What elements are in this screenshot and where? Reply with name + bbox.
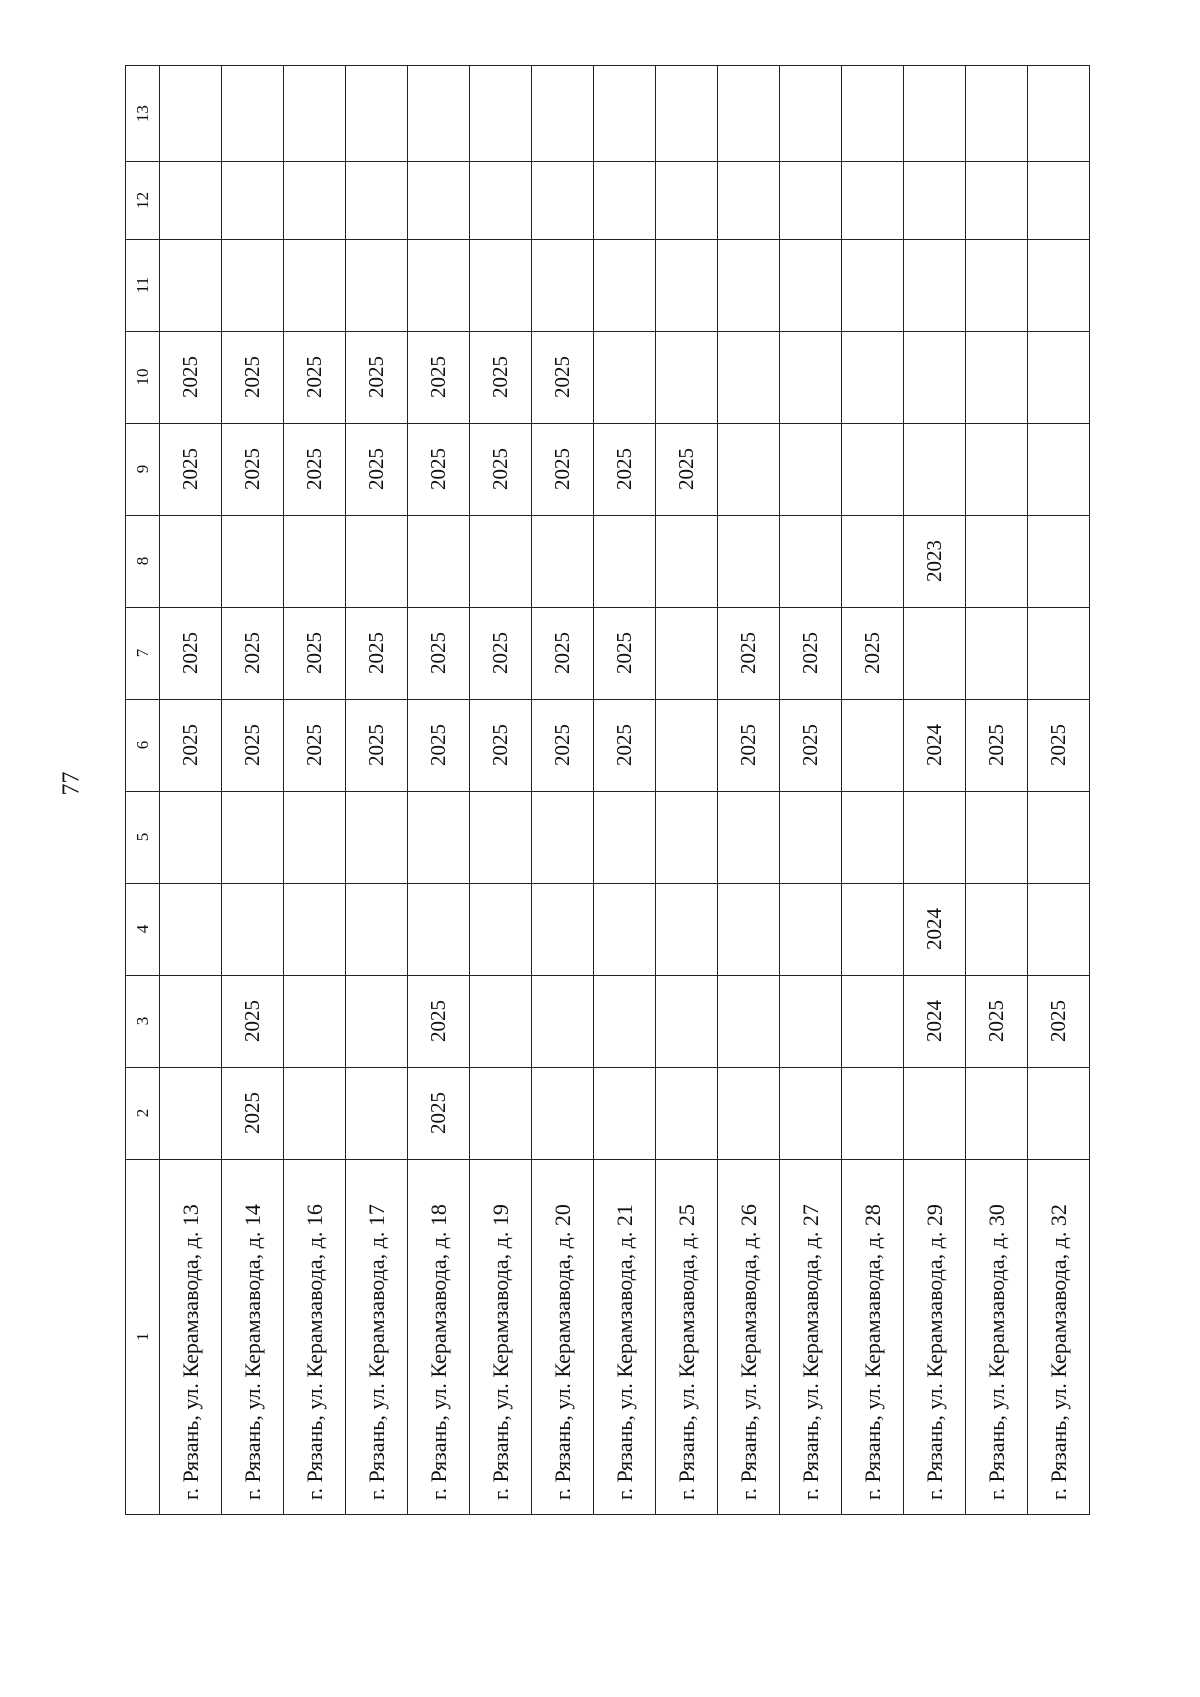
table-row: [222, 66, 284, 1515]
year-cell-col-13: [470, 66, 532, 162]
address-cell: г. Рязань, ул. Керамзавода, д. 13: [160, 1159, 222, 1514]
year-cell-col-8: [1028, 515, 1090, 607]
address-cell: г. Рязань, ул. Керамзавода, д. 16: [284, 1159, 346, 1514]
table-row: [842, 66, 904, 1515]
year-cell-col-9: 2025: [284, 423, 346, 515]
year-cell-col-4: [966, 883, 1028, 975]
year-cell-col-6: 2025: [222, 699, 284, 791]
year-cell-col-2: [656, 1067, 718, 1159]
year-cell-col-4: [1028, 883, 1090, 975]
year-cell-col-3: [718, 975, 780, 1067]
address-cell: г. Рязань, ул. Керамзавода, д. 27: [780, 1159, 842, 1514]
year-cell-col-2: [284, 1067, 346, 1159]
year-cell-col-13: [904, 66, 966, 162]
address-cell: г. Рязань, ул. Керамзавода, д. 20: [532, 1159, 594, 1514]
year-cell-col-3: 2025: [222, 975, 284, 1067]
year-cell-col-10: [966, 331, 1028, 423]
year-cell-col-12: [656, 162, 718, 239]
header-row: [126, 66, 160, 1515]
year-cell-col-13: [718, 66, 780, 162]
year-cell-col-11: [346, 239, 408, 331]
year-cell-col-9: 2025: [532, 423, 594, 515]
year-cell-col-8: 2023: [904, 515, 966, 607]
year-cell-col-3: [842, 975, 904, 1067]
year-cell-col-9: [718, 423, 780, 515]
column-header-13: 13: [126, 66, 160, 162]
table-row: [1028, 66, 1090, 1515]
year-cell-col-2: [532, 1067, 594, 1159]
year-cell-col-8: [718, 515, 780, 607]
year-cell-col-7: [1028, 607, 1090, 699]
address-cell: г. Рязань, ул. Керамзавода, д. 30: [966, 1159, 1028, 1514]
year-cell-col-8: [470, 515, 532, 607]
year-cell-col-6: [656, 699, 718, 791]
address-cell: г. Рязань, ул. Керамзавода, д. 14: [222, 1159, 284, 1514]
year-cell-col-2: [470, 1067, 532, 1159]
table-row: [346, 66, 408, 1515]
year-cell-col-10: 2025: [160, 331, 222, 423]
year-cell-col-13: [656, 66, 718, 162]
year-cell-col-4: [594, 883, 656, 975]
year-cell-col-5: [222, 791, 284, 883]
year-cell-col-10: 2025: [346, 331, 408, 423]
year-cell-col-6: 2025: [532, 699, 594, 791]
year-cell-col-12: [904, 162, 966, 239]
year-cell-col-10: 2025: [532, 331, 594, 423]
year-cell-col-3: [532, 975, 594, 1067]
address-cell: г. Рязань, ул. Керамзавода, д. 32: [1028, 1159, 1090, 1514]
year-cell-col-8: [222, 515, 284, 607]
column-header-2: 2: [126, 1067, 160, 1159]
year-cell-col-13: [408, 66, 470, 162]
year-cell-col-2: [904, 1067, 966, 1159]
year-cell-col-12: [842, 162, 904, 239]
year-cell-col-2: [842, 1067, 904, 1159]
year-cell-col-11: [408, 239, 470, 331]
year-cell-col-3: [470, 975, 532, 1067]
year-cell-col-5: [160, 791, 222, 883]
year-cell-col-13: [780, 66, 842, 162]
year-cell-col-9: 2025: [346, 423, 408, 515]
year-cell-col-12: [718, 162, 780, 239]
table-body: [160, 66, 1090, 1515]
year-cell-col-5: [346, 791, 408, 883]
column-header-9: 9: [126, 423, 160, 515]
year-cell-col-4: [532, 883, 594, 975]
year-cell-col-2: [594, 1067, 656, 1159]
year-cell-col-7: 2025: [222, 607, 284, 699]
year-cell-col-7: 2025: [346, 607, 408, 699]
year-cell-col-12: [470, 162, 532, 239]
year-cell-col-2: 2025: [222, 1067, 284, 1159]
year-cell-col-13: [842, 66, 904, 162]
column-header-6: 6: [126, 699, 160, 791]
table-row: [594, 66, 656, 1515]
year-cell-col-9: 2025: [408, 423, 470, 515]
year-cell-col-12: [222, 162, 284, 239]
table-row: [780, 66, 842, 1515]
page-number: 77: [58, 771, 85, 796]
year-cell-col-10: [656, 331, 718, 423]
table-row: [966, 66, 1028, 1515]
year-cell-col-7: 2025: [470, 607, 532, 699]
year-cell-col-10: [1028, 331, 1090, 423]
year-cell-col-13: [966, 66, 1028, 162]
year-cell-col-7: 2025: [408, 607, 470, 699]
year-cell-col-4: [408, 883, 470, 975]
year-cell-col-12: [532, 162, 594, 239]
year-cell-col-12: [346, 162, 408, 239]
year-cell-col-9: [842, 423, 904, 515]
year-cell-col-5: [842, 791, 904, 883]
year-cell-col-4: [656, 883, 718, 975]
year-cell-col-10: 2025: [408, 331, 470, 423]
year-cell-col-3: 2025: [966, 975, 1028, 1067]
year-cell-col-11: [780, 239, 842, 331]
year-cell-col-3: [656, 975, 718, 1067]
year-cell-col-11: [656, 239, 718, 331]
year-cell-col-5: [408, 791, 470, 883]
year-cell-col-11: [532, 239, 594, 331]
table-row: [408, 66, 470, 1515]
year-cell-col-6: 2025: [284, 699, 346, 791]
year-cell-col-7: 2025: [780, 607, 842, 699]
year-cell-col-7: 2025: [284, 607, 346, 699]
schedule-table-container: [125, 65, 1090, 1515]
year-cell-col-8: [408, 515, 470, 607]
year-cell-col-8: [160, 515, 222, 607]
year-cell-col-12: [966, 162, 1028, 239]
year-cell-col-6: 2025: [594, 699, 656, 791]
year-cell-col-9: 2025: [160, 423, 222, 515]
year-cell-col-8: [346, 515, 408, 607]
year-cell-col-11: [966, 239, 1028, 331]
year-cell-col-7: 2025: [594, 607, 656, 699]
year-cell-col-4: [718, 883, 780, 975]
address-cell: г. Рязань, ул. Керамзавода, д. 28: [842, 1159, 904, 1514]
year-cell-col-8: [284, 515, 346, 607]
year-cell-col-11: [1028, 239, 1090, 331]
year-cell-col-5: [718, 791, 780, 883]
year-cell-col-5: [594, 791, 656, 883]
year-cell-col-5: [780, 791, 842, 883]
year-cell-col-11: [222, 239, 284, 331]
year-cell-col-8: [842, 515, 904, 607]
year-cell-col-5: [532, 791, 594, 883]
year-cell-col-8: [594, 515, 656, 607]
year-cell-col-3: [346, 975, 408, 1067]
year-cell-col-6: 2025: [470, 699, 532, 791]
year-cell-col-2: [780, 1067, 842, 1159]
year-cell-col-5: [284, 791, 346, 883]
year-cell-col-9: 2025: [594, 423, 656, 515]
year-cell-col-13: [594, 66, 656, 162]
year-cell-col-2: [346, 1067, 408, 1159]
address-cell: г. Рязань, ул. Керамзавода, д. 21: [594, 1159, 656, 1514]
table-row: [284, 66, 346, 1515]
year-cell-col-12: [408, 162, 470, 239]
year-cell-col-7: 2025: [532, 607, 594, 699]
column-header-11: 11: [126, 239, 160, 331]
year-cell-col-13: [1028, 66, 1090, 162]
year-cell-col-12: [594, 162, 656, 239]
column-header-12: 12: [126, 162, 160, 239]
year-cell-col-4: [284, 883, 346, 975]
year-cell-col-13: [532, 66, 594, 162]
year-cell-col-9: 2025: [470, 423, 532, 515]
year-cell-col-6: 2025: [346, 699, 408, 791]
table-row: [532, 66, 594, 1515]
year-cell-col-11: [160, 239, 222, 331]
year-cell-col-4: [222, 883, 284, 975]
year-cell-col-5: [470, 791, 532, 883]
column-header-3: 3: [126, 975, 160, 1067]
year-cell-col-3: 2025: [408, 975, 470, 1067]
year-cell-col-9: [780, 423, 842, 515]
year-cell-col-7: [904, 607, 966, 699]
address-cell: г. Рязань, ул. Керамзавода, д. 19: [470, 1159, 532, 1514]
year-cell-col-9: [1028, 423, 1090, 515]
year-cell-col-7: 2025: [160, 607, 222, 699]
year-cell-col-5: [656, 791, 718, 883]
column-header-10: 10: [126, 331, 160, 423]
year-cell-col-10: [718, 331, 780, 423]
address-cell: г. Рязань, ул. Керамзавода, д. 29: [904, 1159, 966, 1514]
address-cell: г. Рязань, ул. Керамзавода, д. 18: [408, 1159, 470, 1514]
address-cell: г. Рязань, ул. Керамзавода, д. 25: [656, 1159, 718, 1514]
year-cell-col-3: [284, 975, 346, 1067]
year-cell-col-3: [780, 975, 842, 1067]
year-cell-col-7: 2025: [842, 607, 904, 699]
year-cell-col-4: [346, 883, 408, 975]
year-cell-col-2: [966, 1067, 1028, 1159]
table-row: [718, 66, 780, 1515]
column-header-5: 5: [126, 791, 160, 883]
year-cell-col-4: [160, 883, 222, 975]
year-cell-col-4: [470, 883, 532, 975]
year-cell-col-12: [780, 162, 842, 239]
address-cell: г. Рязань, ул. Керамзавода, д. 17: [346, 1159, 408, 1514]
year-cell-col-13: [160, 66, 222, 162]
year-cell-col-10: [842, 331, 904, 423]
year-cell-col-6: 2025: [1028, 699, 1090, 791]
year-cell-col-7: 2025: [718, 607, 780, 699]
year-cell-col-7: [656, 607, 718, 699]
year-cell-col-8: [966, 515, 1028, 607]
year-cell-col-6: 2025: [160, 699, 222, 791]
year-cell-col-9: [904, 423, 966, 515]
table-row: [656, 66, 718, 1515]
year-cell-col-3: [594, 975, 656, 1067]
year-cell-col-12: [1028, 162, 1090, 239]
year-cell-col-11: [470, 239, 532, 331]
year-cell-col-8: [656, 515, 718, 607]
year-cell-col-3: [160, 975, 222, 1067]
year-cell-col-11: [904, 239, 966, 331]
year-cell-col-5: [904, 791, 966, 883]
year-cell-col-2: [160, 1067, 222, 1159]
year-cell-col-4: 2024: [904, 883, 966, 975]
year-cell-col-11: [594, 239, 656, 331]
year-cell-col-2: 2025: [408, 1067, 470, 1159]
year-cell-col-7: [966, 607, 1028, 699]
year-cell-col-9: [966, 423, 1028, 515]
year-cell-col-10: [904, 331, 966, 423]
year-cell-col-5: [1028, 791, 1090, 883]
year-cell-col-6: 2025: [408, 699, 470, 791]
year-cell-col-10: [594, 331, 656, 423]
year-cell-col-11: [284, 239, 346, 331]
year-cell-col-10: [780, 331, 842, 423]
schedule-table: [125, 65, 1090, 1515]
year-cell-col-6: [842, 699, 904, 791]
column-header-8: 8: [126, 515, 160, 607]
year-cell-col-12: [284, 162, 346, 239]
column-header-4: 4: [126, 883, 160, 975]
table-row: [470, 66, 532, 1515]
year-cell-col-6: 2025: [780, 699, 842, 791]
year-cell-col-3: 2024: [904, 975, 966, 1067]
year-cell-col-4: [842, 883, 904, 975]
year-cell-col-10: 2025: [284, 331, 346, 423]
year-cell-col-6: 2025: [966, 699, 1028, 791]
year-cell-col-11: [718, 239, 780, 331]
year-cell-col-10: 2025: [222, 331, 284, 423]
year-cell-col-5: [966, 791, 1028, 883]
year-cell-col-8: [780, 515, 842, 607]
year-cell-col-6: 2025: [718, 699, 780, 791]
year-cell-col-2: [718, 1067, 780, 1159]
year-cell-col-3: 2025: [1028, 975, 1090, 1067]
year-cell-col-4: [780, 883, 842, 975]
year-cell-col-8: [532, 515, 594, 607]
year-cell-col-13: [346, 66, 408, 162]
address-cell: г. Рязань, ул. Керамзавода, д. 26: [718, 1159, 780, 1514]
year-cell-col-6: 2024: [904, 699, 966, 791]
year-cell-col-11: [842, 239, 904, 331]
column-header-7: 7: [126, 607, 160, 699]
year-cell-col-12: [160, 162, 222, 239]
table-row: [160, 66, 222, 1515]
year-cell-col-13: [284, 66, 346, 162]
year-cell-col-9: 2025: [656, 423, 718, 515]
column-header-1: 1: [126, 1159, 160, 1514]
year-cell-col-9: 2025: [222, 423, 284, 515]
year-cell-col-13: [222, 66, 284, 162]
year-cell-col-10: 2025: [470, 331, 532, 423]
table-row: [904, 66, 966, 1515]
year-cell-col-2: [1028, 1067, 1090, 1159]
